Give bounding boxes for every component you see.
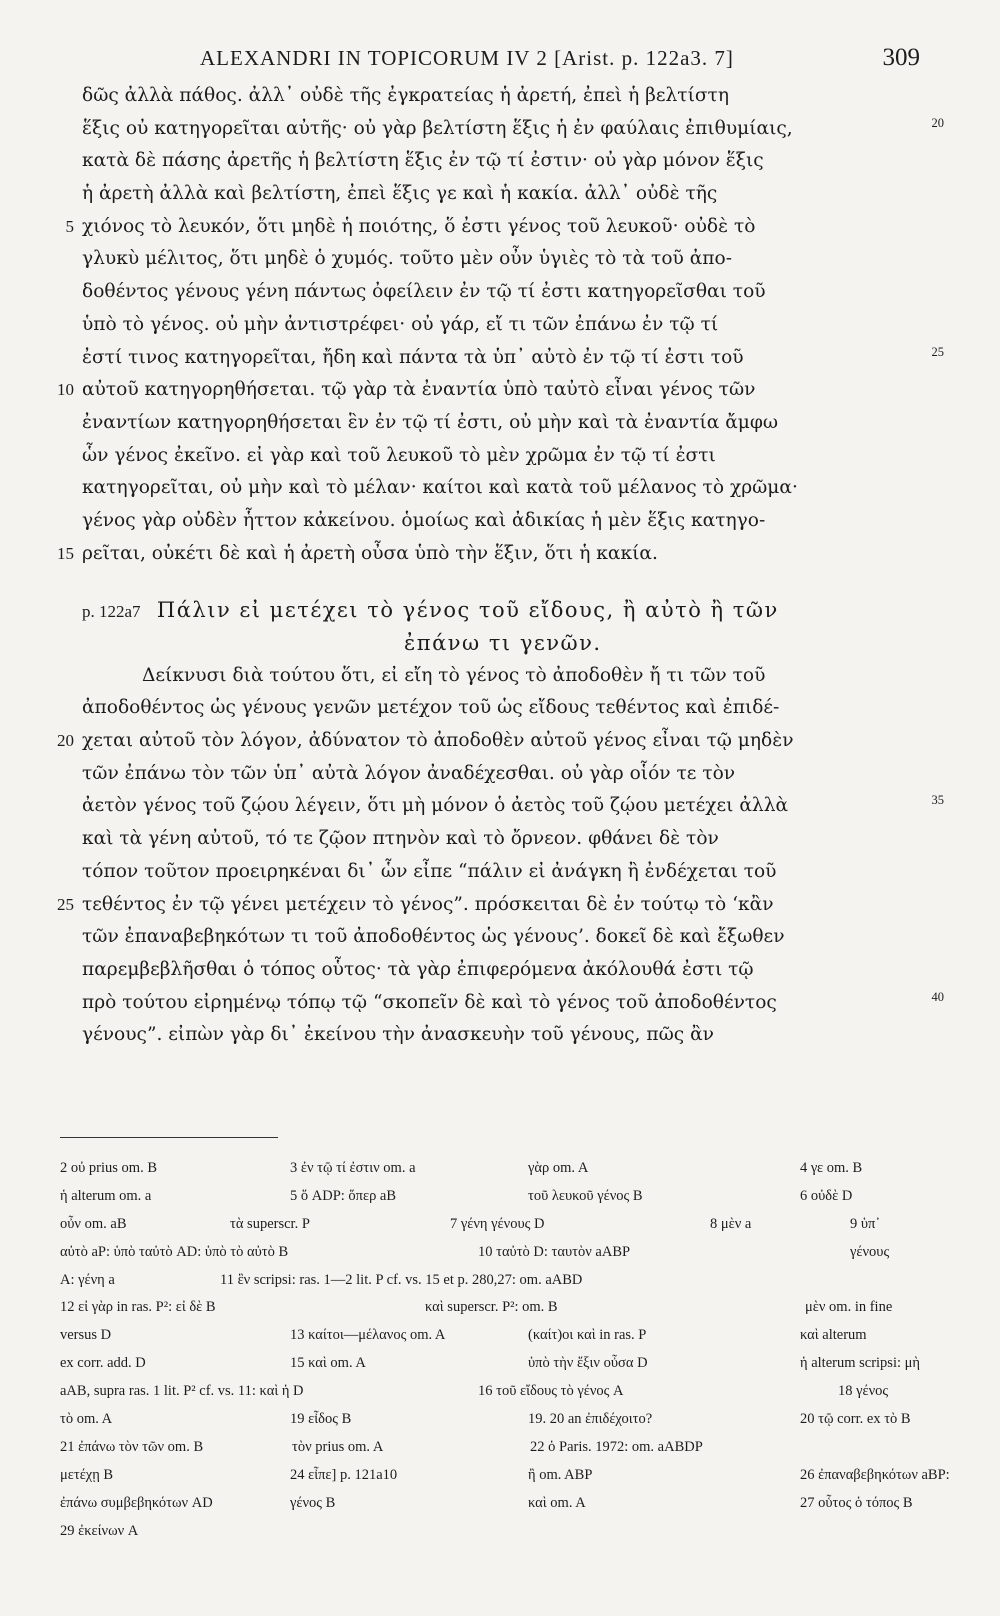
apparatus-entry: 4 γε om. B — [800, 1160, 863, 1176]
apparatus-entry: 2 οὐ prius om. B — [60, 1160, 158, 1176]
line-text: ἕξις οὐ κατηγορεῖται αὐτῆς· οὐ γὰρ βελτίστη ἕξις ἡ ἐν φαύλαις ἐπιθυμίαις, — [82, 117, 793, 139]
line-text: τόπον τοῦτον προειρηκέναι δι᾽ ὧν εἶπε “πάλιν εἰ ἀνάγκη ἢ ἐνδέχεται τοῦ — [82, 860, 777, 882]
apparatus-entry: μὲν om. in fine — [805, 1299, 893, 1316]
text-line — [82, 954, 912, 987]
apparatus-entry: ex corr. add. D — [60, 1355, 146, 1372]
line-number: 10 — [57, 380, 74, 400]
footnote-rule — [60, 1137, 278, 1138]
text-line — [65, 211, 912, 244]
apparatus-entry: τὸ om. A — [60, 1411, 113, 1428]
apparatus-entry: ἢ om. ABP — [528, 1466, 593, 1483]
apparatus-entry: (καίτ)οι καὶ in ras. P — [528, 1327, 647, 1344]
line-text: ἡ ἀρετὴ ἀλλὰ καὶ βελτίστη, ἐπεὶ ἕξις γε καὶ ἡ κακία. ἀλλ᾽ οὐδὲ τῆς — [82, 183, 718, 205]
critical-apparatus — [60, 1155, 950, 1545]
apparatus-entry: 27 οὗτος ὁ τόπος B — [800, 1494, 913, 1511]
text-line — [57, 538, 912, 571]
margin-reference-number: 35 — [931, 793, 944, 808]
text-line — [82, 660, 912, 693]
line-text: πρὸ τούτου εἰρημένῳ τόπῳ τῷ “σκοπεῖν δὲ καὶ τὸ γένος τοῦ ἀποδοθέντος — [82, 991, 777, 1013]
text-line — [82, 758, 912, 791]
lemma-text: ἐπάνω τι γενῶν. — [404, 631, 602, 655]
apparatus-entry: μετέχῃ B — [60, 1466, 114, 1483]
apparatus-entry: 18 γένος — [838, 1383, 889, 1400]
line-text: δοθέντος γένους γένη πάντως ὀφείλειν ἐν τῷ τί ἐστι κατηγορεῖσθαι τοῦ — [82, 281, 766, 303]
text-line — [57, 889, 912, 922]
line-number: 20 — [57, 731, 74, 751]
apparatus-line — [60, 1406, 910, 1434]
apparatus-entry: ἡ alterum om. a — [60, 1187, 152, 1204]
apparatus-entry: 21 ἐπάνω τὸν τῶν om. B — [60, 1438, 204, 1455]
apparatus-line — [60, 1183, 910, 1211]
apparatus-line — [60, 1490, 913, 1518]
apparatus-entry: 29 ἐκείνων A — [60, 1522, 139, 1539]
apparatus-entry: 19 εἶδος B — [290, 1411, 352, 1428]
lemma-heading-continued — [82, 627, 912, 660]
line-text: γένους”. εἰπὼν γὰρ δι᾽ ἐκείνου τὴν ἀνασκευὴν τοῦ γένους, πῶς ἂν — [82, 1024, 714, 1046]
text-line — [82, 309, 912, 342]
line-text: χεται αὐτοῦ τὸν λόγον, ἀδύνατον τὸ ἀποδοθὲν αὐτοῦ γένος εἶναι τῷ μηδὲν — [82, 730, 794, 752]
line-text: γλυκὺ μέλιτος, ὅτι μηδὲ ὁ χυμός. τοῦτο μὲν οὖν ὑγιὲς τὸ τὰ τοῦ ἀπο- — [82, 248, 732, 270]
line-text: γένος γὰρ οὐδὲν ἧττον κἀκείνου. ὁμοίως καὶ ἀδικίας ἡ μὲν ἕξις κατηγο- — [82, 509, 766, 531]
line-text: ὧν γένος ἐκεῖνο. εἰ γὰρ καὶ τοῦ λευκοῦ τὸ μὲν χρῶμα ἐν τῷ τί ἐστι — [82, 444, 716, 466]
margin-reference-number: 40 — [931, 989, 944, 1004]
line-text: Δείκνυσι διὰ τούτου ὅτι, εἰ εἴη τὸ γένος τὸ ἀποδοθὲν ἤ τι τῶν τοῦ — [142, 664, 766, 686]
apparatus-entry: οὖν om. aB — [60, 1215, 127, 1232]
apparatus-entry: 15 καὶ om. A — [290, 1355, 366, 1372]
running-header — [200, 44, 920, 72]
text-line — [82, 1019, 912, 1052]
apparatus-line — [60, 1239, 910, 1267]
main-text — [57, 80, 944, 1052]
line-text: παρεμβεβλῆσθαι ὁ τόπος οὗτος· τὰ γὰρ ἐπιφερόμενα ἀκόλουθά ἐστι τῷ — [82, 958, 754, 980]
line-number: 5 — [65, 216, 74, 236]
page-number: 309 — [882, 44, 920, 71]
text-line — [82, 276, 912, 309]
line-text: χιόνος τὸ λευκόν, ὅτι μηδὲ ἡ ποιότης, ὅ ἐστι γένος τοῦ λευκοῦ· οὐδὲ τὸ — [82, 215, 756, 237]
apparatus-entry: 22 ὁ Paris. 1972: om. aABDP — [530, 1438, 703, 1455]
line-text: ἐναντίων κατηγορηθήσεται ἓν ἐν τῷ τί ἐστι, οὐ μὴν καὶ τὰ ἐναντία ἄμφω — [82, 411, 779, 433]
apparatus-entry: γὰρ om. A — [528, 1160, 589, 1176]
text-line — [82, 823, 912, 856]
apparatus-entry: A: γένη a — [60, 1271, 115, 1288]
apparatus-entry: 10 ταὐτὸ D: ταυτὸν aABP — [478, 1243, 631, 1260]
apparatus-line — [60, 1378, 910, 1406]
line-text: κατὰ δὲ πάσης ἀρετῆς ἡ βελτίστη ἕξις ἐν τῷ τί ἐστιν· οὐ γὰρ μόνον ἕξις — [82, 150, 764, 172]
apparatus-entry: καὶ om. A — [528, 1494, 586, 1511]
line-text: καὶ τὰ γένη αὐτοῦ, τό τε ζῷον πτηνὸν καὶ τὸ ὄρνεον. φθάνει δὲ τὸν — [82, 828, 719, 850]
line-number: 15 — [57, 543, 74, 563]
line-text: δῶς ἀλλὰ πάθος. ἀλλ᾽ οὐδὲ τῆς ἐγκρατείας ἡ ἀρετή, ἐπεὶ ἡ βελτίστη — [82, 85, 729, 106]
apparatus-entry: τὸν prius om. A — [292, 1438, 384, 1455]
apparatus-entry: 3 ἐν τῷ τί ἐστιν om. a — [290, 1160, 416, 1176]
apparatus-entry: versus D — [60, 1327, 112, 1344]
apparatus-line — [60, 1322, 910, 1350]
apparatus-entry: καὶ superscr. P²: om. B — [425, 1299, 558, 1316]
text-line — [82, 407, 912, 440]
line-text: τῶν ἐπαναβεβηκότων τι τοῦ ἀποδοθέντος ὡς γένους’. δοκεῖ δὲ καὶ ἔξωθεν — [82, 926, 785, 948]
text-line — [82, 987, 944, 1020]
text-line — [82, 856, 912, 889]
apparatus-line — [60, 1294, 910, 1322]
line-text: τῶν ἐπάνω τὸν τῶν ὑπ᾽ αὐτὰ λόγον ἀναδέχεσθαι. οὐ γὰρ οἷόν τε τὸν — [82, 762, 736, 784]
line-text: ἀετὸν γένος τοῦ ζῴου λέγειν, ὅτι μὴ μόνον ὁ ἀετὸς τοῦ ζῴου μετέχει ἀλλὰ — [82, 795, 789, 817]
text-line — [82, 243, 912, 276]
apparatus-entry: 5 ὅ ADP: ὅπερ aB — [290, 1187, 397, 1204]
apparatus-entry: 6 οὐδὲ D — [800, 1187, 853, 1204]
text-line — [82, 505, 912, 538]
margin-reference-number: 25 — [931, 344, 944, 359]
lemma-heading — [82, 594, 912, 627]
lemma-reference: p. 122a7 — [82, 602, 141, 622]
apparatus-entry: γένος B — [290, 1494, 336, 1511]
text-line — [82, 342, 944, 375]
apparatus-entry: 7 γένη γένους D — [450, 1215, 545, 1232]
apparatus-entry: aAB, supra ras. 1 lit. P² cf. vs. 11: καὶ ἡ D — [60, 1383, 304, 1400]
apparatus-entry: 24 εἶπε] p. 121a10 — [290, 1466, 398, 1483]
line-text: ρεῖται, οὐκέτι δὲ καὶ ἡ ἀρετὴ οὖσα ὑπὸ τὴν ἕξιν, ὅτι ἡ κακία. — [82, 542, 658, 564]
apparatus-entry: ἐπάνω συμβεβηκότων AD — [60, 1494, 213, 1511]
apparatus-line — [60, 1462, 950, 1490]
line-text: ὑπὸ τὸ γένος. οὐ μὴν ἀντιστρέφει· οὐ γάρ, εἴ τι τῶν ἐπάνω ἐν τῷ τί — [82, 313, 719, 335]
line-text: ἀποδοθέντος ὡς γένους γενῶν μετέχον τοῦ ὡς εἴδους τεθέντος καὶ ἐπιδέ- — [82, 697, 780, 719]
apparatus-entry: αὐτὸ aP: ὑπὸ ταὐτὸ AD: ὑπὸ τὸ αὐτὸ B — [60, 1243, 289, 1260]
apparatus-entry: 13 καίτοι—μέλανος om. A — [290, 1327, 446, 1344]
apparatus-entry: τὰ superscr. P — [230, 1215, 310, 1232]
apparatus-line — [60, 1518, 910, 1546]
margin-reference-number: 20 — [931, 115, 944, 130]
text-line — [57, 374, 912, 407]
apparatus-entry: 16 τοῦ εἴδους τὸ γένος A — [478, 1383, 624, 1400]
apparatus-line — [60, 1211, 910, 1239]
lemma-text: Πάλιν εἰ μετέχει τὸ γένος τοῦ εἴδους, ἢ αὐτὸ ἢ τῶν — [156, 598, 779, 623]
apparatus-line — [60, 1434, 910, 1462]
apparatus-entry: καὶ alterum — [800, 1327, 867, 1344]
text-line — [82, 692, 912, 725]
text-line — [82, 440, 912, 473]
text-line — [82, 113, 944, 146]
line-text: κατηγορεῖται, οὐ μὴν καὶ τὸ μέλαν· καίτοι καὶ κατὰ τοῦ μέλανος τὸ χρῶμα· — [82, 477, 798, 499]
apparatus-line — [60, 1267, 910, 1295]
apparatus-entry: ὑπὸ τὴν ἕξιν οὖσα D — [528, 1355, 648, 1372]
line-text: ἐστί τινος κατηγορεῖται, ἤδη καὶ πάντα τὰ ὑπ᾽ αὐτὸ ἐν τῷ τί ἐστι τοῦ — [82, 346, 744, 368]
apparatus-entry: ἡ alterum scripsi: μὴ — [800, 1355, 920, 1372]
running-title: ALEXANDRI IN TOPICORUM IV 2 [Arist. p. 122a3. 7] — [200, 46, 734, 70]
text-block-commentary — [57, 80, 944, 570]
text-line — [82, 472, 912, 505]
line-number: 25 — [57, 894, 74, 914]
apparatus-entry: τοῦ λευκοῦ γένος B — [528, 1187, 643, 1204]
text-block-commentary-2 — [57, 660, 944, 1052]
apparatus-entry: 9 ὑπ᾽ — [850, 1215, 881, 1232]
text-line — [82, 80, 912, 113]
line-text: αὐτοῦ κατηγορηθήσεται. τῷ γὰρ τὰ ἐναντία ὑπὸ ταὐτὸ εἶναι γένος τῶν — [82, 379, 756, 401]
text-line — [82, 178, 912, 211]
text-line — [57, 725, 912, 758]
apparatus-entry: 19. 20 an ἐπιδέχοιτο? — [528, 1411, 653, 1428]
text-line — [82, 790, 944, 823]
text-line — [82, 145, 912, 178]
apparatus-entry: 26 ἐπαναβεβηκότων aBP: — [800, 1466, 950, 1483]
text-line — [82, 921, 912, 954]
apparatus-line — [60, 1350, 920, 1378]
apparatus-entry: 11 ἓν scripsi: ras. 1—2 lit. P cf. vs. 15 et p. 280,27: om. aABD — [220, 1271, 583, 1288]
apparatus-entry: 8 μὲν a — [710, 1215, 752, 1232]
apparatus-entry: 12 εἰ γὰρ in ras. P²: εἰ δὲ B — [60, 1299, 216, 1316]
apparatus-entry: γένους — [850, 1243, 890, 1260]
apparatus-entry: 20 τῷ corr. ex τὸ B — [800, 1411, 911, 1428]
line-text: τεθέντος ἐν τῷ γένει μετέχειν τὸ γένος”. πρόσκειται δὲ ἐν τούτῳ τὸ ‘κἂν — [82, 893, 774, 915]
apparatus-line — [60, 1155, 910, 1183]
